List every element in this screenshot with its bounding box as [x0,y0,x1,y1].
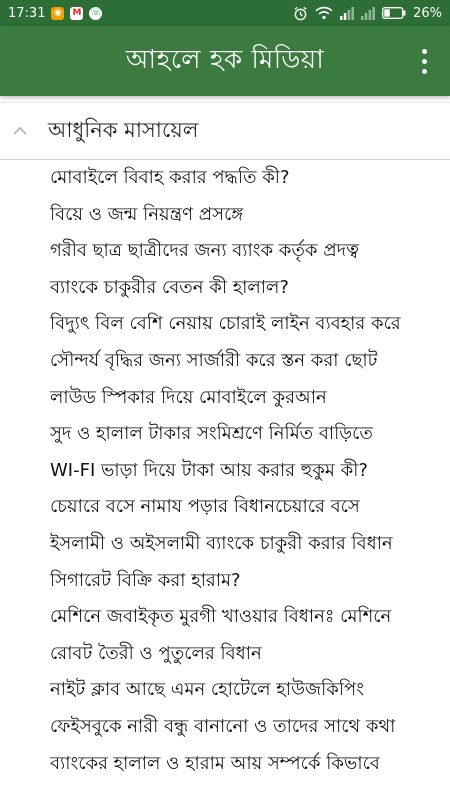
chevron-up-icon[interactable] [0,126,40,136]
list-item[interactable]: ইসলামী ও অইসলামী ব্যাংকে চাকুরী করার বিধান [50,532,393,554]
signal-icon [361,7,375,20]
list-item[interactable]: গরীব ছাত্র ছাত্রীদের জন্য ব্যাংক কর্তৃক প্রদত্ব [50,240,359,262]
list-item[interactable]: নাইট ক্লাব আছে এমন হোটেলে হাউজকিপিং [50,679,364,701]
wifi-icon [315,6,333,20]
status-bar-right [293,6,442,21]
list-item[interactable]: বিয়ে ও জন্ম নিয়ন্ত্রণ প্রসঙ্গে [50,203,244,225]
content-list[interactable] [0,96,450,800]
list-item[interactable]: মোবাইলে বিবাহ করার পদ্ধতি কী? [50,167,290,188]
list-item[interactable]: সুদ ও হালাল টাকার সংমিশ্রণে নির্মিত বাড়িতে [50,423,373,445]
status-bar [0,0,450,26]
list-item[interactable]: লাউড স্পিকার দিয়ে মোবাইলে কুরআন [50,386,327,408]
list-item[interactable]: ব্যাংকে চাকুরীর বেতন কী হালাল? [50,276,289,298]
status-time: 17:31 [8,5,46,21]
list-item[interactable]: সিগারেট বিক্রি করা হারাম? [50,569,241,591]
status-bar-left [8,6,102,21]
alarm-icon [293,6,308,21]
battery-percent: 26% [413,5,442,21]
section-title: আধুনিক মাসায়েল [48,117,199,142]
list-item[interactable]: রোবট তৈরী ও পুতুলের বিধান [50,642,262,664]
list-item[interactable]: বিদ্যুৎ বিল বেশি নেয়ায় চোরাই লাইন ব্যবহার করে [50,313,401,335]
section-header[interactable] [0,102,450,160]
list-item[interactable]: ফেইসবুকে নারী বন্ধু বানানো ও তাদের সাথে কথা [50,715,396,737]
more-vert-icon[interactable] [412,44,436,78]
list-item[interactable]: সৌন্দর্য বৃদ্ধির জন্য সার্জারী করে স্তন করা ছোট [50,349,378,371]
list-item[interactable]: চেয়ারে বসে নামায পড়ার বিধানচেয়ারে বসে [50,496,360,518]
signal-icon [340,7,354,20]
item-list [0,160,450,782]
app-title: আহলে হক মিডিয়া [125,45,325,75]
list-item[interactable]: মেশিনে জবাইকৃত মুরগী খাওয়ার বিধানঃ মেশিনে [50,606,392,628]
list-item[interactable]: ব্যাংকের হালাল ও হারাম আয় সম্পর্কে কিভাবে [50,752,380,774]
list-item[interactable]: WI-FI ভাড়া দিয়ে টাকা আয় করার হুকুম কী? [50,459,368,481]
whatsapp-icon: ☏ [90,8,102,18]
app-notification-icon: ◉ [51,7,64,20]
gmail-icon: M [70,7,83,20]
app-bar [0,26,450,96]
battery-icon [382,7,406,19]
